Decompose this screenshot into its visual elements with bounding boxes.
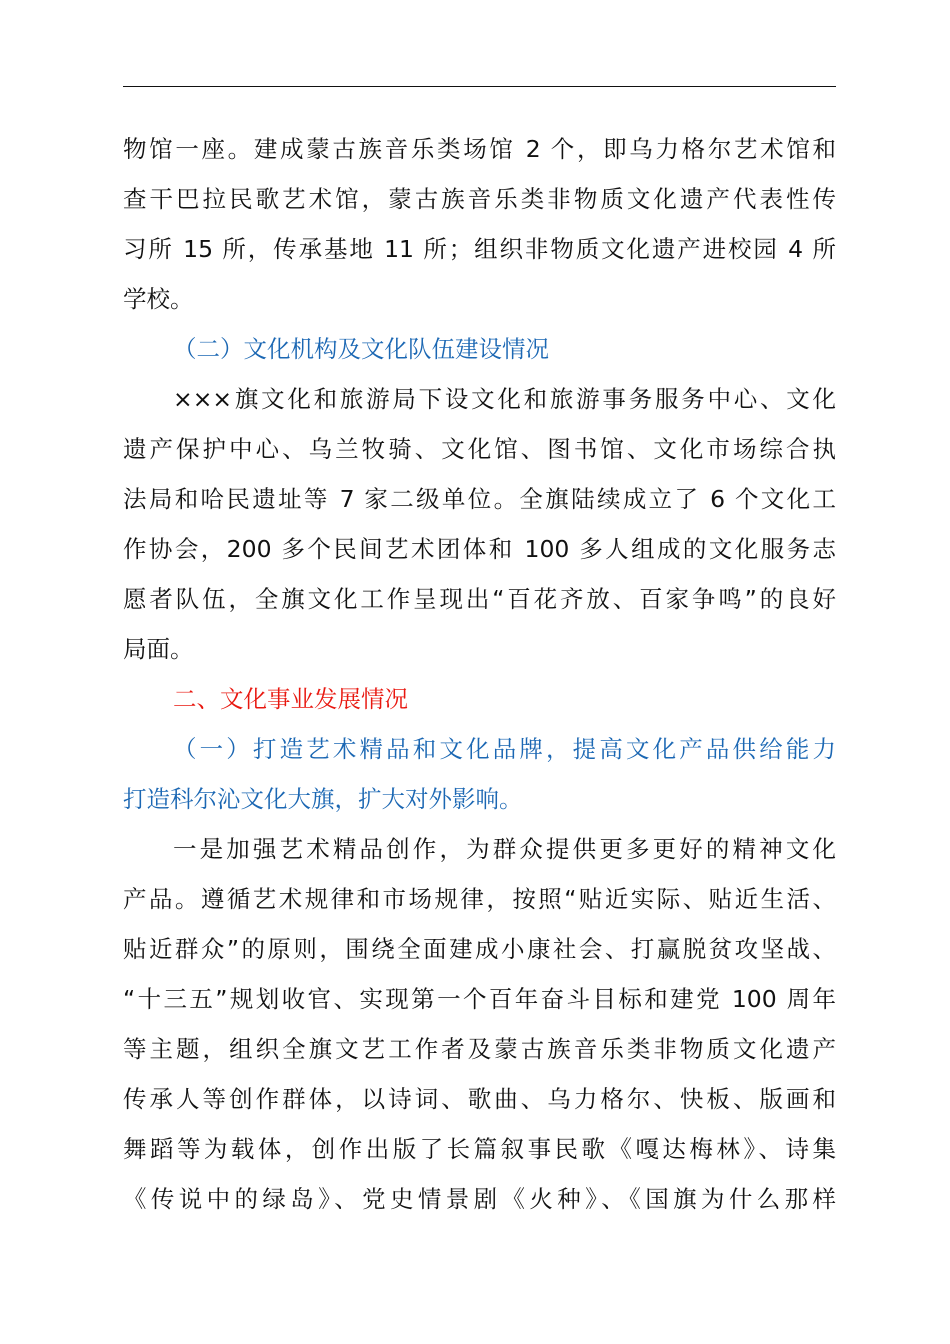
body-text-line: 产品。遵循艺术规律和市场规律，按照“贴近实际、贴近生活、 [123,885,836,913]
subheading-line: （一）打造艺术精品和文化品牌，提高文化产品供给能力 [173,735,836,763]
body-text-line: 等主题，组织全旗文艺工作者及蒙古族音乐类非物质文化遗产 [123,1035,836,1063]
body-text-line: 遗产保护中心、乌兰牧骑、文化馆、图书馆、文化市场综合执 [123,435,836,463]
body-text-line: 学校。 [123,285,194,313]
header-rule [123,86,836,87]
body-text-line: 习所 15 所，传承基地 11 所；组织非物质文化遗产进校园 4 所 [123,235,836,263]
body-text-line: 局面。 [123,635,194,663]
body-text-line: “十三五”规划收官、实现第一个百年奋斗目标和建党 100 周年 [123,985,836,1013]
body-text-line: 贴近群众”的原则，围绕全面建成小康社会、打赢脱贫攻坚战、 [123,935,836,963]
body-text-line: 法局和哈民遗址等 7 家二级单位。全旗陆续成立了 6 个文化工 [123,485,836,513]
body-text-line: 传承人等创作群体，以诗词、歌曲、乌力格尔、快板、版画和 [123,1085,836,1113]
body-text-line: 作协会，200 多个民间艺术团体和 100 多人组成的文化服务志 [123,535,836,563]
section-heading: 二、文化事业发展情况 [173,685,408,713]
body-text-line: 《传说中的绿岛》、党史情景剧《火种》、《国旗为什么那样 [123,1185,836,1213]
body-text-line: 查干巴拉民歌艺术馆，蒙古族音乐类非物质文化遗产代表性传 [123,185,836,213]
body-text-line: 一是加强艺术精品创作，为群众提供更多更好的精神文化 [173,835,836,863]
document-body [123,124,836,1224]
subheading-line: （二）文化机构及文化队伍建设情况 [173,335,549,363]
subheading-line: 打造科尔沁文化大旗，扩大对外影响。 [123,785,523,813]
body-text-line: 物馆一座。建成蒙古族音乐类场馆 2 个，即乌力格尔艺术馆和 [123,135,836,163]
body-text-line: ×××旗文化和旅游局下设文化和旅游事务服务中心、文化 [173,385,836,413]
body-text-line: 愿者队伍，全旗文化工作呈现出“百花齐放、百家争鸣”的良好 [123,585,836,613]
body-text-line: 舞蹈等为载体，创作出版了长篇叙事民歌《嘎达梅林》、诗集 [123,1135,836,1163]
